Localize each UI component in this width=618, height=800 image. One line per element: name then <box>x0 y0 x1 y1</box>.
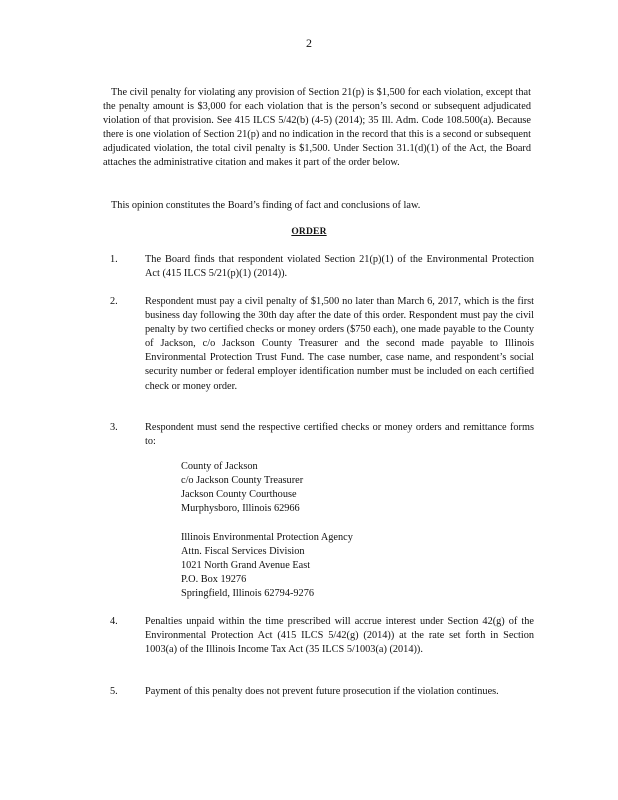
order-item-number: 2. <box>110 296 118 307</box>
order-item-5 <box>110 685 534 699</box>
address-line: Illinois Environmental Protection Agency <box>181 531 353 543</box>
order-item-3 <box>110 421 534 601</box>
order-item-number: 4. <box>110 616 118 627</box>
order-item-text: Respondent must send the respective certified checks or money orders and remittance forms to: <box>145 422 534 448</box>
address-line: 1021 North Grand Avenue East <box>181 559 311 571</box>
order-item-2 <box>110 295 534 394</box>
order-item-4 <box>110 615 534 657</box>
address-line: Springfield, Illinois 62794-9276 <box>181 587 314 599</box>
order-item-text: Respondent must pay a civil penalty of $1,500 no later than March 6, 2017, which is the first business day following the 30th day after the date of this order. Respondent must pay the civil penalty by two certified checks or money orders ($750 each), one made payable to the County of Jackson, c/o Jackson County Treasurer and the second made payable to Illinois Environmental Protection Trust Fund. The case number, case name, and respondent’s social security number or federal employer identification number must be included on each certified check or money order. <box>145 296 534 392</box>
address-block-iepa <box>181 531 534 601</box>
address-line: Attn. Fiscal Services Division <box>181 545 305 557</box>
address-line: County of Jackson <box>181 461 258 473</box>
address-line: Jackson County Courthouse <box>181 489 297 501</box>
order-item-number: 5. <box>110 686 118 697</box>
address-block-county <box>181 460 534 516</box>
address-line: Murphysboro, Illinois 62966 <box>181 503 300 515</box>
address-line: P.O. Box 19276 <box>181 573 247 585</box>
penalty-paragraph: The civil penalty for violating any provision of Section 21(p) is $1,500 for each violation, except that the penalty amount is $3,000 for each violation that is the person’s second or subsequent adjudicated violation of that provision. See 415 ILCS 5/42(b) (4-5) (2014); 35 Ill. Adm. Code 108.500(a). Because there is one violation of Section 21(p) and no indication in the record that this is a second or subsequent adjudicated violation, the total civil penalty is $1,500. Under Section 31.1(d)(1) of the Act, the Board attaches the administrative citation and makes it part of the order below. <box>103 87 531 169</box>
order-item-text: Payment of this penalty does not prevent future prosecution if the violation continues. <box>145 686 499 697</box>
order-item-number: 1. <box>110 254 118 265</box>
order-item-text: The Board finds that respondent violated Section 21(p)(1) of the Environmental Protection Act (415 ILCS 5/21(p)(1) (2014)). <box>145 254 534 280</box>
order-heading: ORDER <box>291 227 327 237</box>
address-line: c/o Jackson County Treasurer <box>181 475 304 487</box>
page-number: 2 <box>306 36 312 50</box>
opinion-paragraph: This opinion constitutes the Board’s finding of fact and conclusions of law. <box>111 200 421 211</box>
order-item-number: 3. <box>110 422 118 433</box>
order-item-text: Penalties unpaid within the time prescribed will accrue interest under Section 42(g) of the Environmental Protection Act (415 ILCS 5/42(g) (2014)) at the rate set forth in Section 1003(a) of the Illinois Income Tax Act (35 ILCS 5/1003(a) (2014)). <box>145 616 534 656</box>
order-item-1 <box>110 253 534 281</box>
